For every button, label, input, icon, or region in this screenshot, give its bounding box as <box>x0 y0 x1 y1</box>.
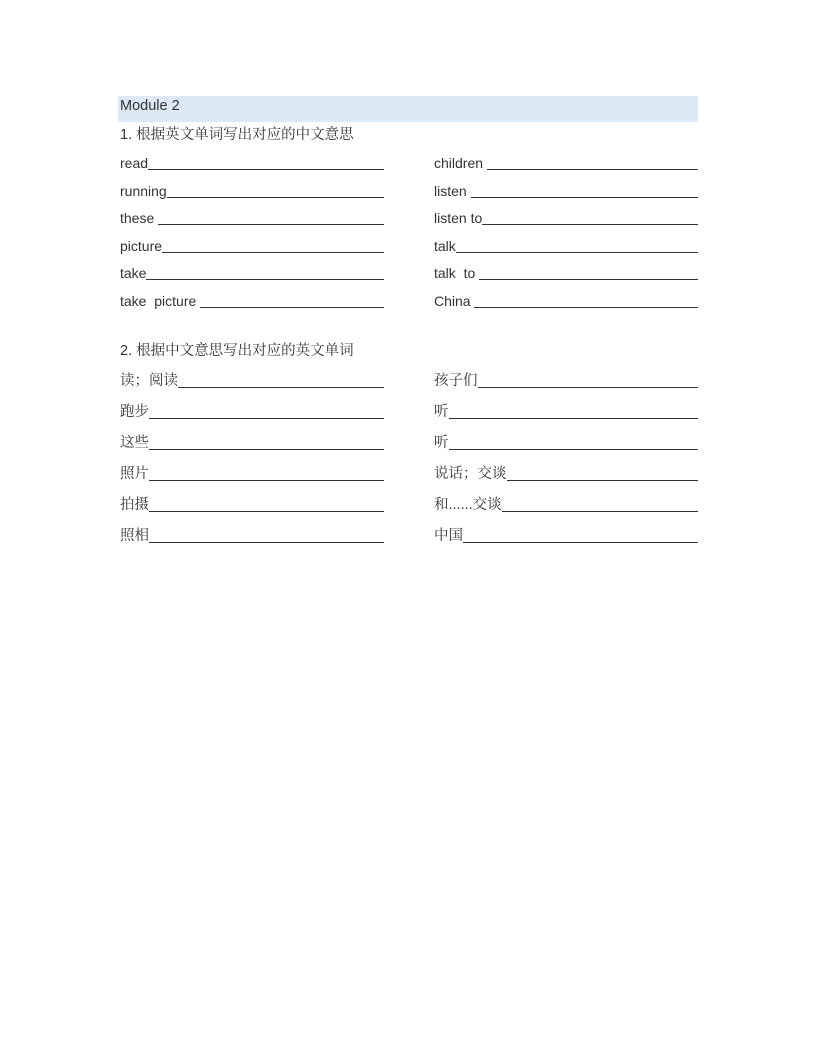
exercise-row <box>118 432 698 463</box>
exercise-item <box>432 262 698 282</box>
answer-line[interactable] <box>478 372 699 388</box>
answer-line[interactable] <box>502 496 698 512</box>
exercise-row <box>118 290 698 318</box>
word-label: 跑步 <box>120 403 149 420</box>
answer-line[interactable] <box>507 465 699 481</box>
exercise-row <box>118 525 698 556</box>
word-label: 拍摄 <box>120 496 149 513</box>
word-label: talk <box>434 237 456 254</box>
exercise-item <box>118 494 384 514</box>
answer-line[interactable] <box>471 182 698 198</box>
exercise-row <box>118 401 698 432</box>
exercise-item <box>118 207 384 227</box>
worksheet-page <box>118 96 698 556</box>
exercise-row <box>118 152 698 180</box>
exercise-item <box>118 262 384 282</box>
word-label: picture <box>120 237 163 254</box>
answer-line[interactable] <box>463 527 698 543</box>
answer-line[interactable] <box>149 434 384 450</box>
exercise-row <box>118 262 698 290</box>
word-label: take <box>120 265 147 282</box>
word-label: 照相 <box>120 527 149 544</box>
word-label: read <box>120 155 149 171</box>
word-label: these <box>120 210 159 227</box>
word-label: 听 <box>434 403 449 420</box>
word-label: 中国 <box>434 527 463 544</box>
exercise-item <box>432 180 698 200</box>
answer-line[interactable] <box>148 154 384 170</box>
word-label: 和......交谈 <box>434 496 502 513</box>
answer-line[interactable] <box>162 237 384 253</box>
section-spacer <box>118 318 698 340</box>
exercise-item <box>432 463 698 483</box>
word-label: 照片 <box>120 465 149 482</box>
exercise-item <box>432 525 698 545</box>
word-label: 说话；交谈 <box>434 465 507 482</box>
word-label: listen to <box>434 210 483 227</box>
exercise-item <box>118 463 384 483</box>
exercise-row <box>118 180 698 208</box>
word-label: listen <box>434 182 471 199</box>
exercise-item <box>118 432 384 452</box>
section-1-rows <box>118 152 698 318</box>
exercise-item <box>432 432 698 452</box>
exercise-row <box>118 207 698 235</box>
section-chinese-to-english <box>118 340 698 556</box>
answer-line[interactable] <box>487 154 698 170</box>
answer-line[interactable] <box>158 209 384 225</box>
section-2-title: 2. 根据中文意思写出对应的英文单词 <box>120 342 354 359</box>
word-label: 读；阅读 <box>120 372 178 389</box>
exercise-item <box>118 401 384 421</box>
exercise-item <box>118 290 384 310</box>
exercise-item <box>432 290 698 310</box>
word-label: China <box>434 292 475 309</box>
section-1-title: 1. 根据英文单词写出对应的中文意思 <box>120 127 354 143</box>
section-english-to-chinese <box>118 124 698 318</box>
exercise-item <box>118 525 384 545</box>
exercise-row <box>118 463 698 494</box>
module-title: Module 2 <box>118 96 698 122</box>
answer-line[interactable] <box>482 209 698 225</box>
word-label: take picture <box>120 292 201 309</box>
answer-line[interactable] <box>149 496 384 512</box>
exercise-item <box>118 370 384 390</box>
exercise-row <box>118 494 698 525</box>
word-label: 孩子们 <box>434 372 478 389</box>
word-label: 听 <box>434 434 449 451</box>
section-2-rows <box>118 370 698 556</box>
answer-line[interactable] <box>149 403 384 419</box>
exercise-item <box>432 494 698 514</box>
answer-line[interactable] <box>479 264 698 280</box>
word-label: 这些 <box>120 434 149 451</box>
exercise-item <box>432 152 698 172</box>
answer-line[interactable] <box>456 237 698 253</box>
exercise-item <box>118 235 384 255</box>
exercise-item <box>118 152 384 172</box>
exercise-row <box>118 370 698 401</box>
answer-line[interactable] <box>474 292 698 308</box>
exercise-item <box>432 235 698 255</box>
exercise-item <box>432 401 698 421</box>
exercise-row <box>118 235 698 263</box>
answer-line[interactable] <box>449 434 699 450</box>
exercise-item <box>118 180 384 200</box>
exercise-item <box>432 370 698 390</box>
answer-line[interactable] <box>149 527 384 543</box>
word-label: children <box>434 155 487 171</box>
answer-line[interactable] <box>167 182 384 198</box>
word-label: running <box>120 182 167 199</box>
answer-line[interactable] <box>146 264 384 280</box>
answer-line[interactable] <box>200 292 384 308</box>
answer-line[interactable] <box>178 372 384 388</box>
answer-line[interactable] <box>449 403 699 419</box>
exercise-item <box>432 207 698 227</box>
answer-line[interactable] <box>149 465 384 481</box>
word-label: talk to <box>434 265 480 282</box>
